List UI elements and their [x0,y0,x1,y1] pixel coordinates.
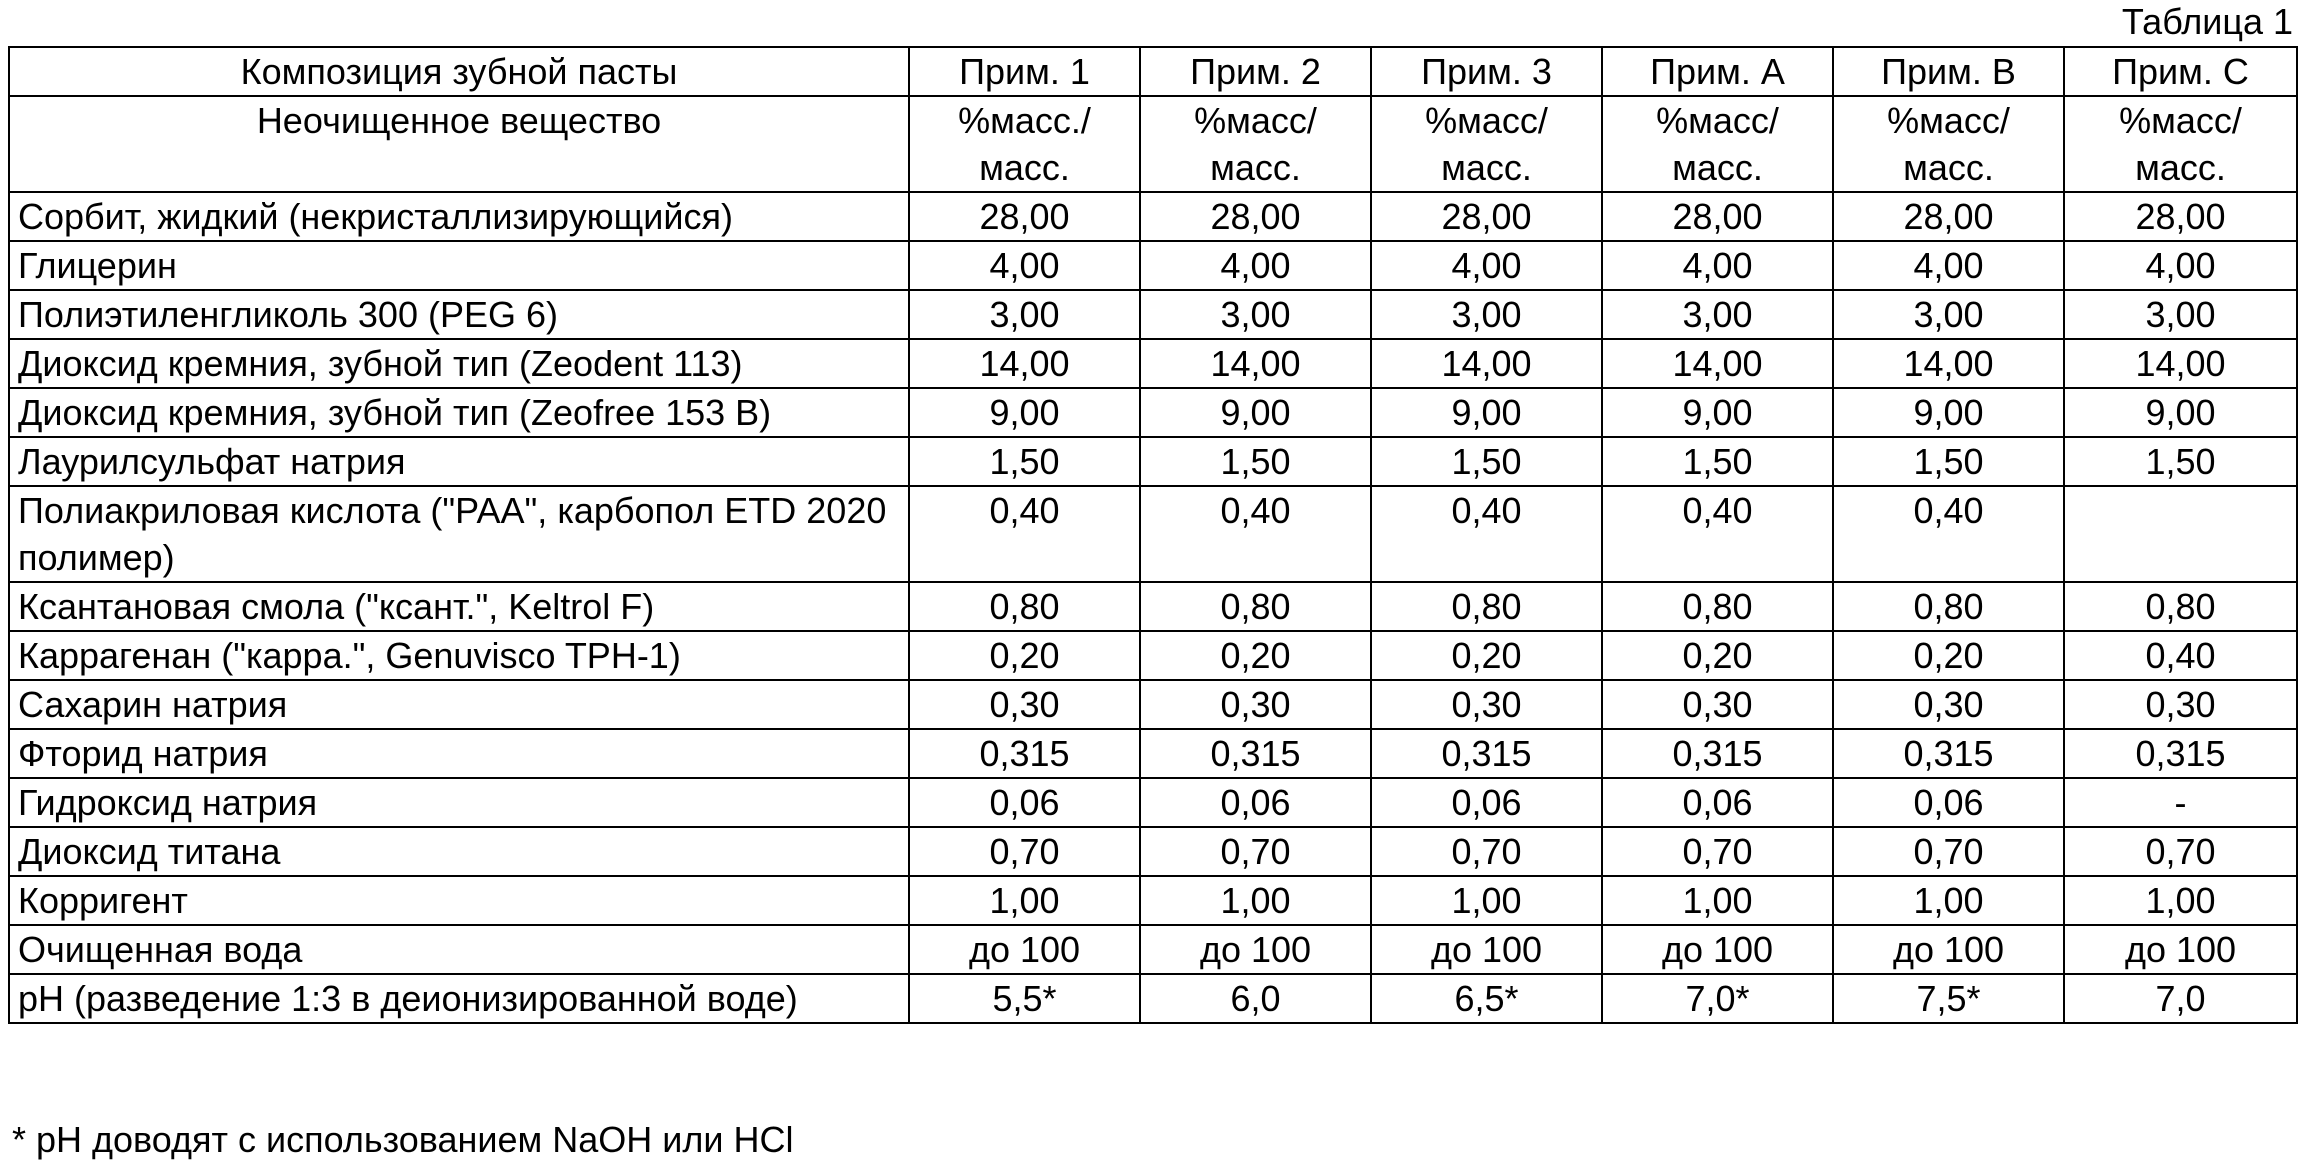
table-row [9,339,2297,388]
unit-col-1: %масс./ масс. [909,96,1140,192]
table-cell: 0,315 [1833,729,2064,778]
table-cell: 1,00 [1833,876,2064,925]
table-cell: 0,30 [1602,680,1833,729]
ingredient-name: Полиэтиленгликоль 300 (PEG 6) [9,290,909,339]
table-cell: 9,00 [1833,388,2064,437]
table-cell: 0,315 [1140,729,1371,778]
table-cell: 1,00 [1140,876,1371,925]
table-cell: 9,00 [1140,388,1371,437]
table-cell: 1,00 [909,876,1140,925]
table-cell: 9,00 [909,388,1140,437]
table-cell: 7,5* [1833,974,2064,1023]
ingredient-name: Диоксид кремния, зубной тип (Zeofree 153 B) [9,388,909,437]
table-cell: 0,80 [909,582,1140,631]
table-cell: 28,00 [1833,192,2064,241]
table-cell: 0,30 [1140,680,1371,729]
table-cell: 0,70 [1602,827,1833,876]
table-cell: 3,00 [909,290,1140,339]
table-row [9,486,2297,582]
ingredient-name: Диоксид титана [9,827,909,876]
ingredient-name: Сахарин натрия [9,680,909,729]
table-cell: 5,5* [909,974,1140,1023]
unit-col-b: %масс/ масс. [1833,96,2064,192]
table-cell: 0,30 [2064,680,2297,729]
table-cell: 7,0* [1602,974,1833,1023]
table-cell: 0,06 [909,778,1140,827]
table-cell: 0,20 [1371,631,1602,680]
table-row [9,925,2297,974]
table-cell: 1,00 [1602,876,1833,925]
unit-col-3: %масс/ масс. [1371,96,1602,192]
table-row [9,680,2297,729]
header-col-a: Прим. A [1602,47,1833,96]
table-cell: 1,50 [1371,437,1602,486]
table-cell: до 100 [1602,925,1833,974]
table-body [9,47,2297,1023]
table-cell: 9,00 [1602,388,1833,437]
table-cell: 0,20 [1140,631,1371,680]
table-cell: 28,00 [909,192,1140,241]
ingredient-name: Ксантановая смола ("ксант.", Keltrol F) [9,582,909,631]
ingredient-name: Гидроксид натрия [9,778,909,827]
table-cell: 0,40 [1140,486,1371,582]
table-cell: 0,70 [909,827,1140,876]
unit-col-a: %масс/ масс. [1602,96,1833,192]
table-row [9,631,2297,680]
table-cell: 1,50 [2064,437,2297,486]
table-cell: 0,70 [1140,827,1371,876]
table-cell: 0,40 [1371,486,1602,582]
table-cell: 0,70 [2064,827,2297,876]
ingredient-name: Фторид натрия [9,729,909,778]
table-cell: 6,5* [1371,974,1602,1023]
table-cell: 1,50 [1140,437,1371,486]
table-cell: 4,00 [1371,241,1602,290]
table-cell: 0,80 [1140,582,1371,631]
table-cell: 3,00 [1602,290,1833,339]
footnote: * pH доводят с использованием NaOH или HCl [12,1119,794,1160]
table-cell: 3,00 [1371,290,1602,339]
table-cell: до 100 [1140,925,1371,974]
table-cell: 0,315 [1602,729,1833,778]
header-raw-material: Неочищенное вещество [9,96,909,192]
table-row [9,192,2297,241]
table-cell: 28,00 [1140,192,1371,241]
table-row [9,290,2297,339]
table-cell: 0,30 [1833,680,2064,729]
table-cell: 0,80 [1371,582,1602,631]
ingredient-name: Сорбит, жидкий (некристаллизирующийся) [9,192,909,241]
table-cell: 0,80 [2064,582,2297,631]
ingredient-name: Полиакриловая кислота ("PAA", карбопол ETD 2020 полимер) [9,486,909,582]
table-cell: 0,70 [1833,827,2064,876]
table-cell: до 100 [2064,925,2297,974]
ingredient-name: Лаурилсульфат натрия [9,437,909,486]
table-cell: 4,00 [2064,241,2297,290]
table-cell: 1,00 [2064,876,2297,925]
table-row [9,241,2297,290]
table-cell: 3,00 [1140,290,1371,339]
table-cell: 4,00 [909,241,1140,290]
table-cell: 4,00 [1140,241,1371,290]
table-row [9,876,2297,925]
table-cell: до 100 [1371,925,1602,974]
table-cell: 0,315 [2064,729,2297,778]
table-cell: 0,80 [1833,582,2064,631]
header-col-b: Прим. B [1833,47,2064,96]
table-cell: 14,00 [1833,339,2064,388]
table-row [9,974,2297,1023]
table-cell: 0,30 [909,680,1140,729]
table-cell: 0,06 [1140,778,1371,827]
table-cell: 0,30 [1371,680,1602,729]
table-cell: 0,40 [2064,631,2297,680]
table-cell: 14,00 [1602,339,1833,388]
table-cell: до 100 [909,925,1140,974]
table-cell: 3,00 [1833,290,2064,339]
table-cell [2064,486,2297,582]
header-composition: Композиция зубной пасты [9,47,909,96]
table-cell: 0,06 [1602,778,1833,827]
table-cell: 0,06 [1833,778,2064,827]
composition-table [8,46,2298,1024]
table-cell: 0,315 [909,729,1140,778]
table-cell: 0,20 [1602,631,1833,680]
table-cell: 4,00 [1833,241,2064,290]
table-row [9,827,2297,876]
units-row [9,96,2297,192]
table-cell: 7,0 [2064,974,2297,1023]
ingredient-name: Глицерин [9,241,909,290]
ingredient-name: Корригент [9,876,909,925]
table-cell: 1,50 [1833,437,2064,486]
table-cell: 0,40 [1833,486,2064,582]
table-cell: 6,0 [1140,974,1371,1023]
header-col-c: Прим. C [2064,47,2297,96]
table-cell: 3,00 [2064,290,2297,339]
ingredient-name: Очищенная вода [9,925,909,974]
table-row [9,582,2297,631]
table-cell: до 100 [1833,925,2064,974]
header-row [9,47,2297,96]
table-cell: 0,20 [909,631,1140,680]
header-col-2: Прим. 2 [1140,47,1371,96]
table-cell: 14,00 [2064,339,2297,388]
table-row [9,437,2297,486]
ingredient-name: Каррагенан ("карра.", Genuvisco TPH-1) [9,631,909,680]
table-cell: 0,70 [1371,827,1602,876]
table-cell: 0,40 [909,486,1140,582]
table-cell: 1,00 [1371,876,1602,925]
table-cell: 28,00 [1371,192,1602,241]
ingredient-name: Диоксид кремния, зубной тип (Zeodent 113) [9,339,909,388]
unit-col-c: %масс/ масс. [2064,96,2297,192]
table-cell: 9,00 [1371,388,1602,437]
table-cell: 0,315 [1371,729,1602,778]
table-cell: 1,50 [1602,437,1833,486]
table-cell: 28,00 [1602,192,1833,241]
header-col-3: Прим. 3 [1371,47,1602,96]
table-row [9,729,2297,778]
table-row [9,388,2297,437]
table-cell: 14,00 [1371,339,1602,388]
table-cell: 4,00 [1602,241,1833,290]
unit-col-2: %масс/ масс. [1140,96,1371,192]
table-cell: 14,00 [909,339,1140,388]
table-cell: 1,50 [909,437,1140,486]
table-cell: 0,40 [1602,486,1833,582]
table-cell: 14,00 [1140,339,1371,388]
table-cell: - [2064,778,2297,827]
ingredient-name: pH (разведение 1:3 в деионизированной воде) [9,974,909,1023]
header-col-1: Прим. 1 [909,47,1140,96]
table-row [9,778,2297,827]
table-cell: 0,06 [1371,778,1602,827]
table-cell: 9,00 [2064,388,2297,437]
table-cell: 0,80 [1602,582,1833,631]
table-caption: Таблица 1 [2121,1,2293,42]
table-cell: 0,20 [1833,631,2064,680]
table-cell: 28,00 [2064,192,2297,241]
